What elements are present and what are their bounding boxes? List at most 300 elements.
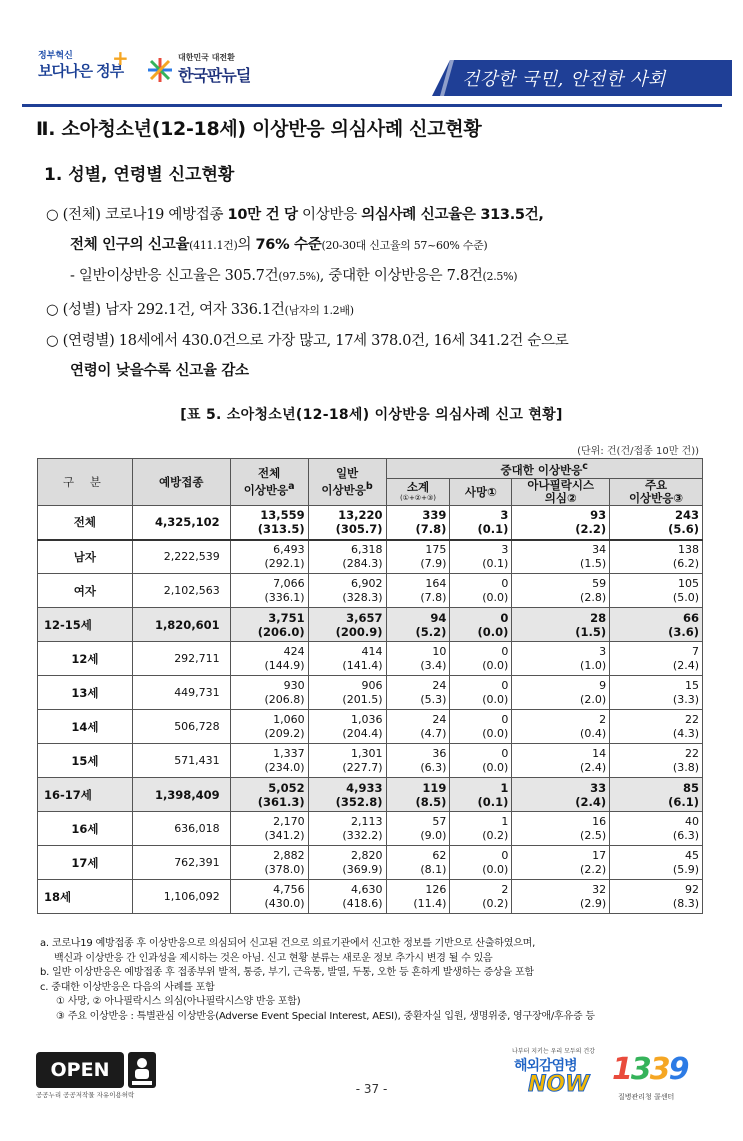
row-label: 남자 (38, 540, 133, 574)
count-value: 243 (674, 508, 699, 523)
count-value: 3 (501, 542, 509, 556)
cell-subtotal (386, 574, 450, 608)
rate-value: (6.3) (420, 760, 447, 774)
cell-major (610, 846, 703, 880)
header-note: (①+②+③) (399, 494, 436, 502)
count-value: 93 (590, 508, 607, 523)
footnote-mark: b (365, 481, 373, 493)
emphasis: 의심사례 신고율은 313.5건, (361, 207, 544, 223)
count-value: 2,882 (273, 848, 305, 862)
cell-general (308, 880, 386, 914)
vaccination-count: 449,731 (132, 676, 230, 710)
row-label: 15세 (38, 744, 133, 778)
row-label: 14세 (38, 710, 133, 744)
cell-death (450, 846, 512, 880)
cell-subtotal (386, 540, 450, 574)
cell-ana (512, 608, 610, 642)
rate-value: (1.5) (575, 624, 607, 639)
rate-value: (2.8) (580, 590, 607, 604)
rate-value: (8.1) (420, 862, 447, 876)
table-row (38, 608, 703, 642)
count-value: 62 (432, 848, 447, 862)
cell-general (308, 846, 386, 880)
count-value: 2,113 (351, 814, 383, 828)
footnote-c1: ① 사망, ② 아나필락시스 의심(아나필락시스양 반응 포함) (56, 996, 301, 1007)
cell-subtotal (386, 642, 450, 676)
cell-ana (512, 642, 610, 676)
rate-value: (1.0) (580, 658, 607, 672)
cell-death (450, 744, 512, 778)
footnote-c2: ③ 주요 이상반응 : 특별관심 이상반응(Adverse Event Special Interest, AESI), 중환자실 입원, 생명위중, 영구장애/후유증 등 (56, 1010, 595, 1022)
rate-value: (3.6) (668, 624, 699, 639)
count-value: 28 (590, 610, 607, 625)
cell-death (450, 676, 512, 710)
cell-subtotal (386, 846, 450, 880)
rate-value: (0.0) (482, 862, 509, 876)
count-value: 45 (685, 848, 699, 862)
table-caption: [표 5. 소아청소년(12-18세) 이상반응 의심사례 신고 현황] (180, 407, 563, 423)
cell-general (308, 608, 386, 642)
footnote-b: b. 일반 이상반응은 예방접종 후 접종부위 발적, 통증, 부기, 근육통, 발열, 두통, 오한 등 흔하게 발생하는 증상을 포함 (40, 967, 534, 978)
hotline-caption: 질병관리청 콜센터 (618, 1093, 675, 1101)
rate-value: (5.2) (415, 624, 447, 639)
table-row (38, 540, 703, 574)
table-row (38, 744, 703, 778)
emphasis: 전체 인구의 신고율 (70, 237, 190, 253)
rate-value: (3.3) (672, 692, 699, 706)
count-value: 24 (432, 678, 447, 692)
rate-value: (3.8) (672, 760, 699, 774)
table-row (38, 676, 703, 710)
text: - 일반이상반응 신고율은 305.7건 (70, 268, 279, 284)
rate-value: (1.5) (580, 556, 607, 570)
cell-subtotal (386, 744, 450, 778)
section-title: Ⅱ. 소아청소년(12-18세) 이상반응 의심사례 신고현황 (36, 118, 482, 140)
rate-value: (141.4) (342, 658, 383, 672)
count-value: 9 (599, 678, 607, 692)
header-line: 일반 (335, 466, 359, 481)
rate-value: (313.5) (257, 522, 305, 537)
row-label: 16세 (38, 812, 133, 846)
cell-total (230, 880, 308, 914)
slogan-banner (432, 58, 732, 98)
text: ○ (연령별) 18세에서 430.0건으로 가장 많고, 17세 378.0건, 16세 341.2건 순으로 (46, 333, 569, 349)
subsection-title: 1. 성별, 연령별 신고현황 (44, 165, 235, 185)
rate-value: (5.3) (420, 692, 447, 706)
footnote-mark: c (582, 461, 588, 473)
count-value: 175 (425, 542, 447, 556)
table-row (38, 778, 703, 812)
count-value: 34 (592, 542, 607, 556)
rate-value: (7.8) (420, 590, 447, 604)
overseas-infection-now-logo (512, 1046, 602, 1104)
count-value: 16 (592, 814, 607, 828)
rate-value: (4.7) (420, 726, 447, 740)
count-value: 0 (501, 712, 509, 726)
rate-value: (204.4) (342, 726, 383, 740)
small-text: (97.5%) (278, 270, 320, 283)
cell-general (308, 778, 386, 812)
page-number: - 37 - (355, 1082, 388, 1096)
cell-ana (512, 574, 610, 608)
rate-value: (206.0) (257, 624, 305, 639)
cell-death (450, 642, 512, 676)
rate-value: (201.5) (342, 692, 383, 706)
hotline-digit: 9 (668, 1052, 688, 1087)
rate-value: (5.9) (672, 862, 699, 876)
header-line: 이상반응 (321, 482, 366, 497)
count-value: 2 (599, 712, 607, 726)
header-category: 구 분 (38, 459, 133, 506)
rate-value: (341.2) (264, 828, 305, 842)
cell-major (610, 642, 703, 676)
header-rule (22, 104, 722, 107)
cell-death (450, 880, 512, 914)
rate-value: (0.0) (477, 624, 509, 639)
header-general-ae (308, 459, 386, 506)
hotline-digit: 1 (612, 1052, 631, 1087)
cell-major (610, 778, 703, 812)
gov-innovation-logo (38, 48, 138, 90)
rate-value: (2.2) (575, 522, 607, 537)
rate-value: (352.8) (335, 794, 383, 809)
count-value: 94 (430, 610, 447, 625)
cell-ana (512, 846, 610, 880)
row-label: 12-15세 (38, 608, 133, 642)
header-subtotal (386, 479, 450, 506)
count-value: 4,630 (351, 882, 383, 896)
table-row (38, 642, 703, 676)
cell-general (308, 710, 386, 744)
cell-subtotal (386, 778, 450, 812)
count-value: 6,493 (273, 542, 305, 556)
cell-subtotal (386, 710, 450, 744)
rate-value: (0.1) (477, 794, 509, 809)
cell-major (610, 506, 703, 540)
new-deal-mark-icon (146, 56, 174, 84)
rate-value: (200.9) (335, 624, 383, 639)
rate-value: (0.4) (580, 726, 607, 740)
rate-value: (209.2) (264, 726, 305, 740)
page-header (0, 0, 743, 108)
count-value: 57 (432, 814, 447, 828)
cell-total (230, 574, 308, 608)
cell-ana (512, 710, 610, 744)
count-value: 14 (592, 746, 607, 760)
rate-value: (0.0) (482, 658, 509, 672)
count-value: 0 (501, 576, 509, 590)
emphasis: 연령이 낮을수록 신고율 감소 (70, 363, 249, 379)
rate-value: (0.0) (482, 692, 509, 706)
count-value: 7,066 (273, 576, 305, 590)
cell-ana (512, 812, 610, 846)
cell-total (230, 812, 308, 846)
now-title: 해외감염병 (514, 1058, 577, 1074)
rate-value: (2.9) (580, 896, 607, 910)
rate-value: (234.0) (264, 760, 305, 774)
slogan-text: 건강한 국민, 안전한 사회 (462, 69, 666, 90)
cell-death (450, 710, 512, 744)
footnote-a-cont: 백신과 이상반응 간 인과성을 제시하는 것은 아님. 신고 현황 분류는 새로운 정보 추가시 변경 될 수 있음 (54, 952, 493, 964)
rate-value: (8.5) (415, 794, 447, 809)
small-text: (2.5%) (482, 270, 518, 283)
header-line: 아나필락시스 (527, 478, 595, 492)
row-label: 12세 (38, 642, 133, 676)
header-line: 주요 (644, 478, 668, 492)
hotline-number (612, 1052, 688, 1087)
rate-value: (0.0) (482, 590, 509, 604)
header-line: 중대한 이상반응 (500, 462, 583, 477)
cell-major (610, 812, 703, 846)
vaccination-count: 571,431 (132, 744, 230, 778)
rate-value: (378.0) (264, 862, 305, 876)
rate-value: (6.3) (672, 828, 699, 842)
text: ○ (성별) 남자 292.1건, 여자 336.1건 (46, 302, 285, 318)
count-value: 906 (361, 678, 383, 692)
vaccination-count: 506,728 (132, 710, 230, 744)
cell-subtotal (386, 676, 450, 710)
header-serious-ae (386, 459, 703, 479)
cell-death (450, 812, 512, 846)
rate-value: (144.9) (264, 658, 305, 672)
count-value: 0 (501, 746, 509, 760)
rate-value: (0.1) (477, 522, 509, 537)
cell-ana (512, 744, 610, 778)
rate-value: (0.0) (482, 726, 509, 740)
cell-subtotal (386, 608, 450, 642)
count-value: 85 (682, 780, 699, 795)
header-line: 이상반응 (243, 482, 289, 497)
rate-value: (4.3) (672, 726, 699, 740)
rate-value: (328.3) (342, 590, 383, 604)
count-value: 126 (425, 882, 447, 896)
rate-value: (5.0) (672, 590, 699, 604)
cell-total (230, 642, 308, 676)
vaccination-count: 292,711 (132, 642, 230, 676)
rate-value: (336.1) (264, 590, 305, 604)
count-value: 0 (500, 610, 509, 625)
vaccination-count: 636,018 (132, 812, 230, 846)
gov-logo-text: 보다나은 정부 (38, 62, 124, 80)
count-value: 5,052 (268, 780, 305, 795)
rate-value: (5.6) (668, 522, 699, 537)
new-deal-small-text: 대한민국 대전환 (178, 53, 235, 62)
header-line: 의심② (544, 491, 577, 505)
table-row (38, 812, 703, 846)
emphasis: 10만 건 당 (227, 207, 298, 223)
open-caption: 공공누리 공공저작물 자유이용허락 (36, 1091, 135, 1099)
new-deal-title: 한국판뉴딜 (178, 66, 251, 85)
rate-value: (7.8) (415, 522, 447, 537)
count-value: 164 (425, 576, 447, 590)
small-text: (20-30대 신고율의 57~60% 수준) (321, 239, 488, 252)
count-value: 7 (692, 644, 699, 658)
count-value: 1 (501, 814, 509, 828)
table-row (38, 710, 703, 744)
cell-ana (512, 778, 610, 812)
rate-value: (8.3) (672, 896, 699, 910)
text: 이상반응 (297, 207, 362, 223)
cell-major (610, 710, 703, 744)
rate-value: (361.3) (257, 794, 305, 809)
cell-general (308, 506, 386, 540)
footnote-a: a. 코로나19 예방접종 후 이상반응으로 의심되어 신고된 건으로 의료기관에서 신고한 정보를 기반으로 산출하였으며, (40, 938, 536, 949)
count-value: 424 (283, 644, 305, 658)
count-value: 1,060 (273, 712, 305, 726)
count-value: 3 (599, 644, 607, 658)
count-value: 930 (283, 678, 305, 692)
plus-icon: + (112, 46, 129, 70)
hotline-digit: 3 (649, 1052, 669, 1087)
cell-general (308, 744, 386, 778)
cell-subtotal (386, 812, 450, 846)
vaccination-count: 762,391 (132, 846, 230, 880)
rate-value: (227.7) (342, 760, 383, 774)
text: ○ (전체) 코로나19 예방접종 (46, 207, 228, 223)
cell-total (230, 846, 308, 880)
table-body (38, 506, 703, 914)
cell-death (450, 574, 512, 608)
count-value: 22 (685, 712, 699, 726)
cell-major (610, 608, 703, 642)
rate-value: (6.1) (668, 794, 699, 809)
cell-ana (512, 676, 610, 710)
paragraph-overall (46, 200, 706, 292)
cell-general (308, 574, 386, 608)
cell-major (610, 540, 703, 574)
rate-value: (332.2) (342, 828, 383, 842)
header-line: 소계 (406, 480, 430, 494)
rate-value: (2.5) (580, 828, 607, 842)
count-value: 92 (685, 882, 699, 896)
rate-value: (2.4) (575, 794, 607, 809)
count-value: 2,170 (273, 814, 305, 828)
vaccination-count: 2,222,539 (132, 540, 230, 574)
now-word: NOW (528, 1072, 590, 1097)
cell-major (610, 574, 703, 608)
vaccination-count: 4,325,102 (132, 506, 230, 540)
emphasis: 76% 수준 (255, 237, 322, 253)
count-value: 0 (501, 848, 509, 862)
count-value: 1 (500, 780, 509, 795)
rate-value: (418.6) (342, 896, 383, 910)
count-value: 33 (590, 780, 607, 795)
count-value: 13,220 (338, 508, 383, 523)
header-anaphylaxis (512, 479, 610, 506)
count-value: 17 (592, 848, 607, 862)
cell-death (450, 540, 512, 574)
cell-death (450, 506, 512, 540)
cell-total (230, 676, 308, 710)
row-label: 여자 (38, 574, 133, 608)
cell-total (230, 710, 308, 744)
count-value: 1,036 (351, 712, 383, 726)
korean-new-deal-logo (146, 52, 296, 90)
cell-major (610, 880, 703, 914)
text: 의 (237, 237, 256, 253)
table-row (38, 506, 703, 540)
text: , 중대한 이상반응은 7.8건 (319, 268, 483, 284)
rate-value: (430.0) (264, 896, 305, 910)
count-value: 66 (682, 610, 699, 625)
count-value: 24 (432, 712, 447, 726)
cell-ana (512, 506, 610, 540)
cell-general (308, 812, 386, 846)
count-value: 1,337 (273, 746, 305, 760)
cell-total (230, 506, 308, 540)
count-value: 6,902 (351, 576, 383, 590)
cell-general (308, 642, 386, 676)
open-logo-text: OPEN (36, 1052, 124, 1088)
count-value: 6,318 (351, 542, 383, 556)
count-value: 3,751 (268, 610, 305, 625)
cell-total (230, 744, 308, 778)
paragraph-age (46, 326, 706, 386)
header-line: 전체 (258, 466, 281, 481)
count-value: 0 (501, 644, 509, 658)
hotline-digit: 3 (630, 1052, 650, 1087)
count-value: 4,756 (273, 882, 305, 896)
row-label: 18세 (38, 880, 133, 914)
rate-value: (0.2) (482, 896, 509, 910)
count-value: 3 (500, 508, 509, 523)
count-value: 2 (501, 882, 509, 896)
rate-value: (2.0) (580, 692, 607, 706)
row-label: 17세 (38, 846, 133, 880)
rate-value: (7.9) (420, 556, 447, 570)
cell-subtotal (386, 506, 450, 540)
header-death: 사망① (450, 479, 512, 506)
rate-value: (6.2) (672, 556, 699, 570)
cell-death (450, 778, 512, 812)
vaccination-count: 1,398,409 (132, 778, 230, 812)
count-value: 59 (592, 576, 607, 590)
count-value: 414 (361, 644, 383, 658)
count-value: 22 (685, 746, 699, 760)
rate-value: (284.3) (342, 556, 383, 570)
cell-general (308, 676, 386, 710)
footnote-c: c. 중대한 이상반응은 다음의 사례를 포함 (40, 981, 215, 993)
rate-value: (292.1) (264, 556, 305, 570)
rate-value: (2.2) (580, 862, 607, 876)
rate-value: (0.0) (482, 760, 509, 774)
table-row (38, 574, 703, 608)
rate-value: (2.4) (580, 760, 607, 774)
count-value: 15 (685, 678, 699, 692)
rate-value: (0.1) (482, 556, 509, 570)
count-value: 13,559 (260, 508, 305, 523)
small-text: (411.1건) (189, 239, 238, 252)
count-value: 0 (501, 678, 509, 692)
vaccination-count: 1,820,601 (132, 608, 230, 642)
header-line: 이상반응③ (628, 491, 684, 505)
rate-value: (9.0) (420, 828, 447, 842)
count-value: 339 (422, 508, 447, 523)
cell-major (610, 744, 703, 778)
table-row (38, 880, 703, 914)
header-vaccinations: 예방접종 (132, 459, 230, 506)
cell-ana (512, 880, 610, 914)
count-value: 3,657 (346, 610, 383, 625)
cell-death (450, 608, 512, 642)
count-value: 138 (678, 542, 699, 556)
count-value: 105 (678, 576, 699, 590)
cell-ana (512, 540, 610, 574)
cell-subtotal (386, 880, 450, 914)
rate-value: (369.9) (342, 862, 383, 876)
small-text: (남자의 1.2배) (284, 304, 354, 317)
cell-total (230, 608, 308, 642)
